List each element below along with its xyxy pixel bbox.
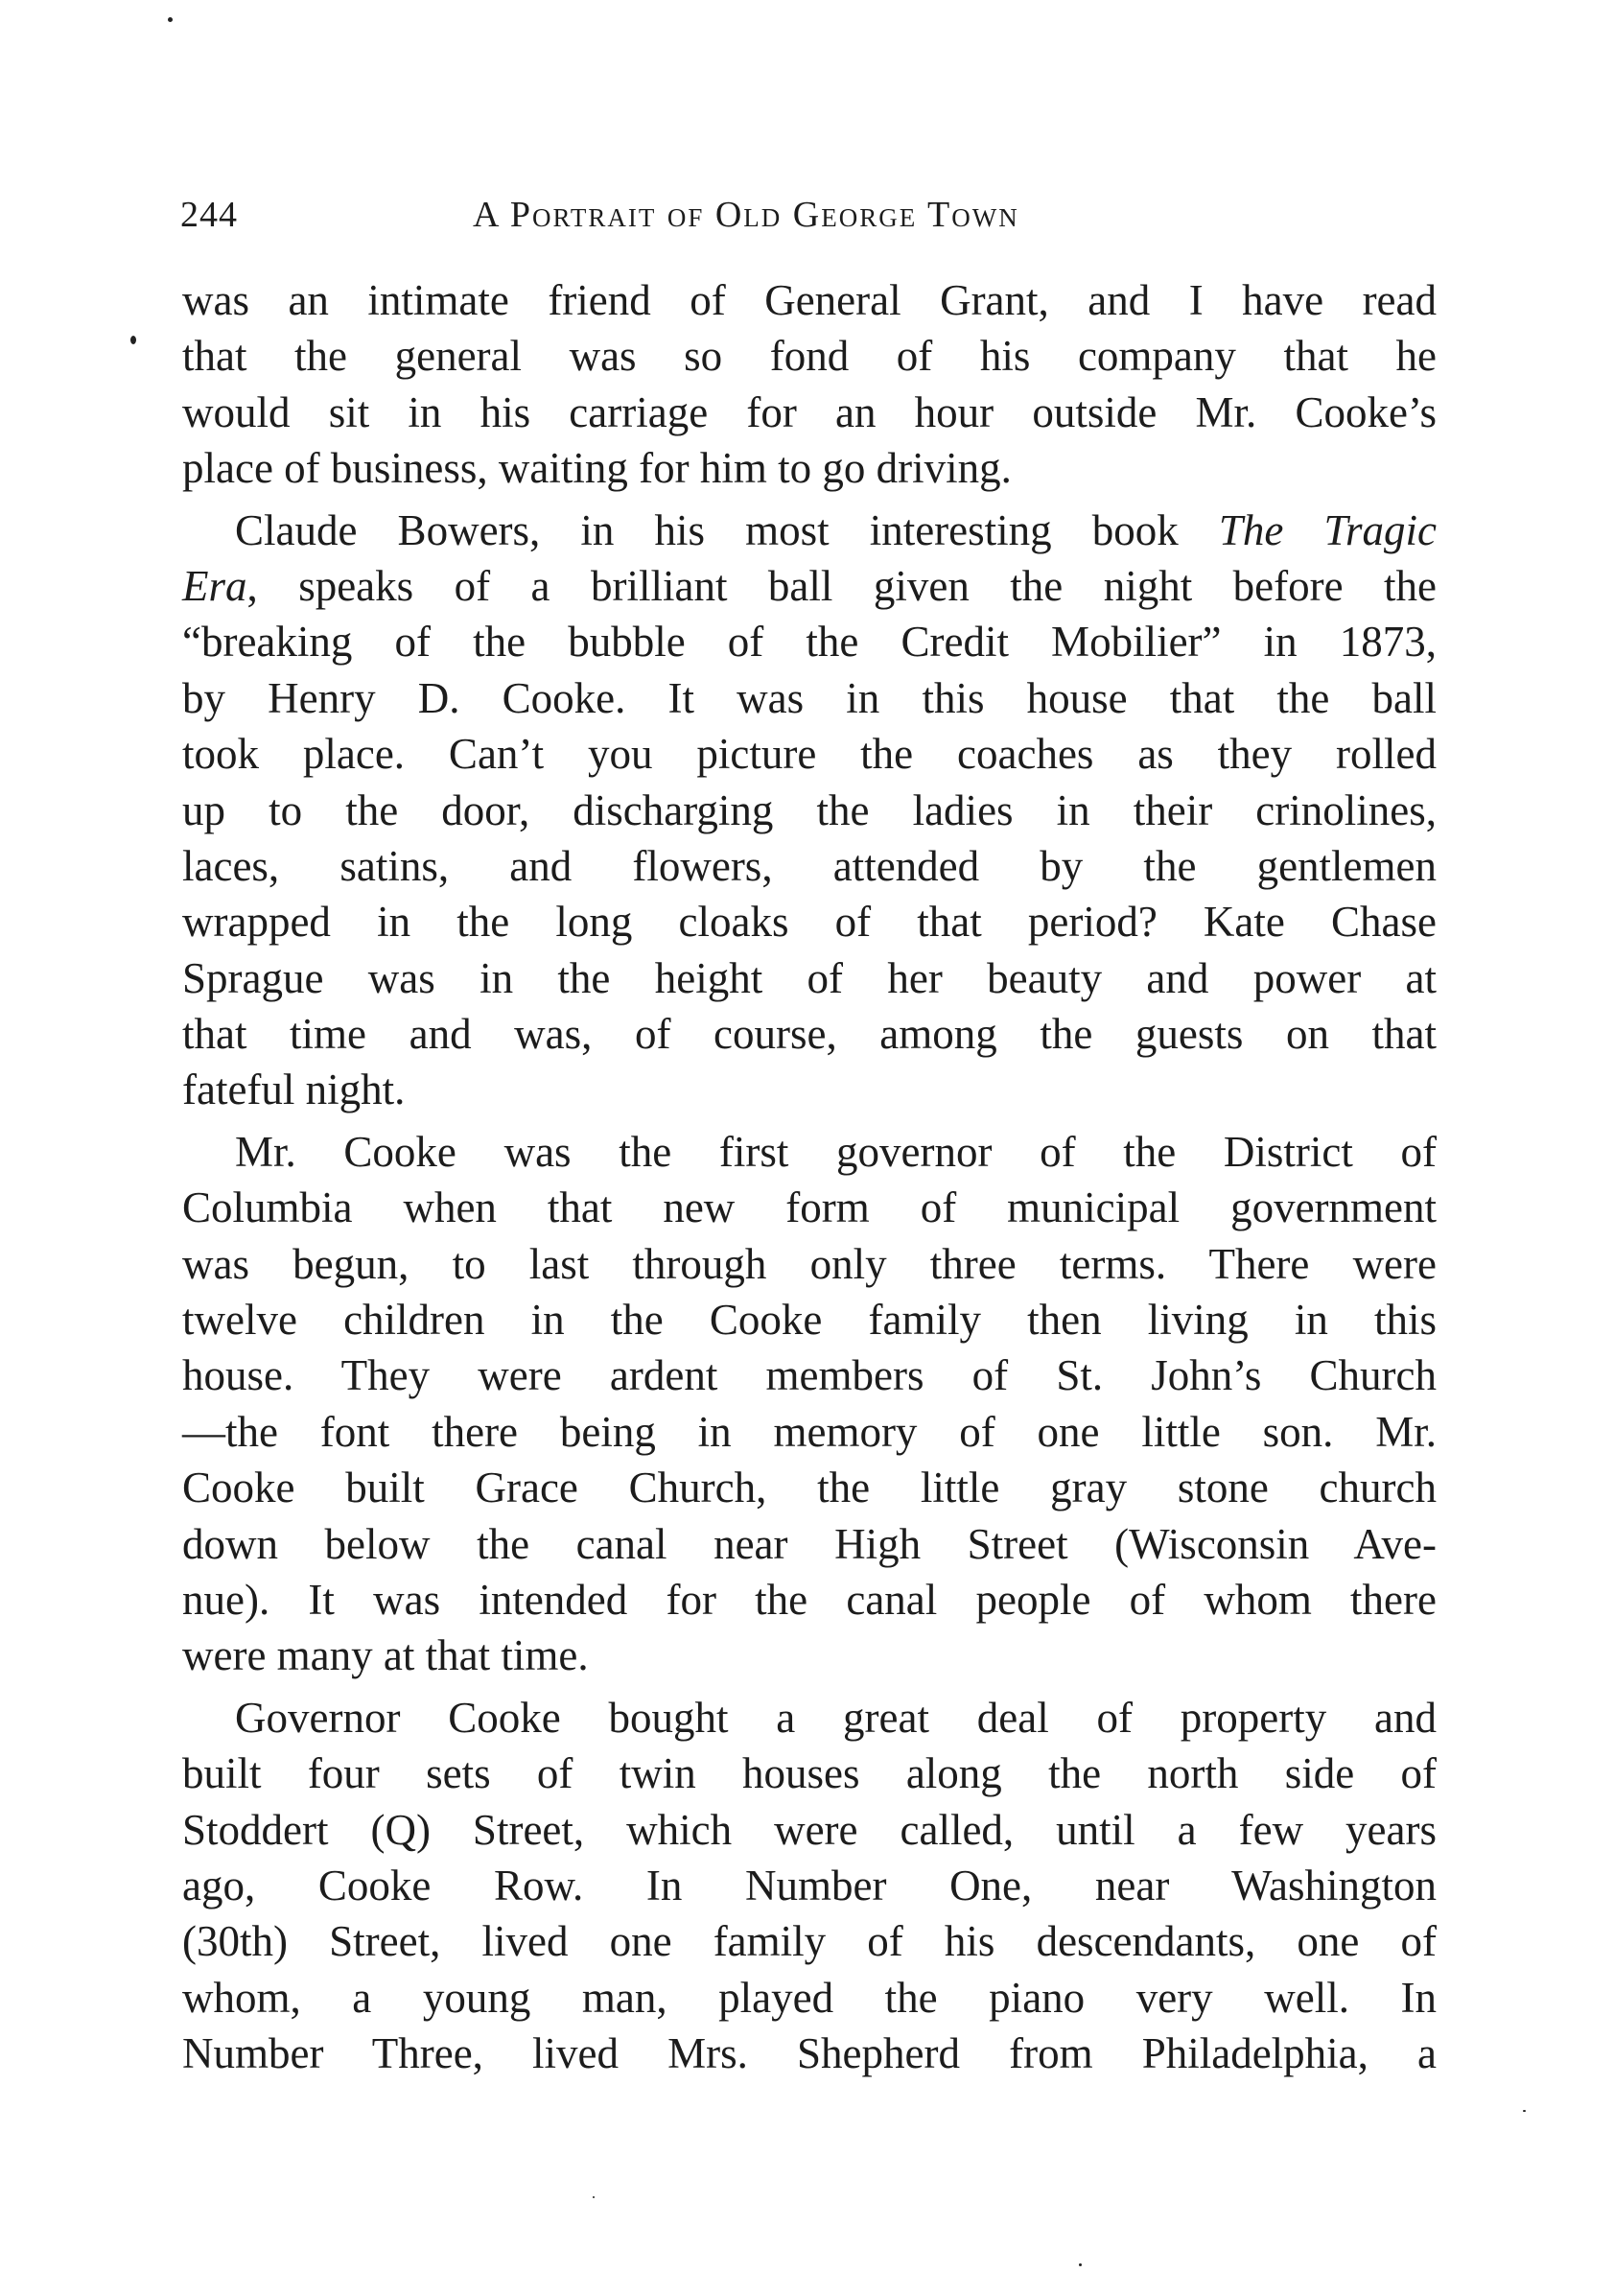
text-line: that the general was so fond of his company that he <box>182 332 1437 381</box>
body-text <box>182 272 1437 2088</box>
text-line: (30th) Street, lived one family of his descendants, one of <box>182 1917 1437 1966</box>
text-line: nue). It was intended for the canal people of whom there <box>182 1575 1437 1624</box>
text-line: twelve children in the Cooke family then living in this <box>182 1296 1437 1345</box>
text-line: Columbia when that new form of municipal government <box>182 1183 1437 1232</box>
text-line: whom, a young man, played the piano very well. In <box>182 1973 1437 2022</box>
text-line: built four sets of twin houses along the north side of <box>182 1749 1437 1798</box>
page-number: 244 <box>180 195 238 235</box>
scan-speck <box>168 17 173 22</box>
text-line: Sprague was in the height of her beauty and power at <box>182 953 1437 1002</box>
text-line: Era, speaks of a brilliant ball given the night before the <box>182 561 1437 610</box>
text-line: by Henry D. Cooke. It was in this house that the ball <box>182 673 1437 722</box>
page-header <box>180 186 1439 244</box>
text-line: Mr. Cooke was the first governor of the District of <box>235 1127 1437 1176</box>
paragraph-1 <box>182 272 1437 497</box>
text-line: Number Three, lived Mrs. Shepherd from Philadelphia, a <box>182 2029 1437 2078</box>
text-line: place of business, waiting for him to go driving. <box>182 444 1012 493</box>
text-line: Cooke built Grace Church, the little gray stone church <box>182 1464 1437 1512</box>
text-line: “breaking of the bubble of the Credit Mobilier” in 1873, <box>182 618 1437 667</box>
paragraph-2 <box>182 503 1437 1118</box>
scan-speck <box>1523 2110 1526 2112</box>
text-line: fateful night. <box>182 1066 406 1114</box>
text-line: —the font there being in memory of one little son. Mr. <box>182 1407 1437 1456</box>
text-line: Claude Bowers, in his most interesting book The Tragic <box>235 505 1437 554</box>
scan-speck <box>130 336 136 344</box>
text-line: were many at that time. <box>182 1631 589 1680</box>
text-line: laces, satins, and flowers, attended by the gentlemen <box>182 841 1437 890</box>
scan-speck <box>593 2196 595 2198</box>
text-line: wrapped in the long cloaks of that period? Kate Chase <box>182 898 1437 947</box>
text-line: ago, Cooke Row. In Number One, near Washington <box>182 1861 1437 1909</box>
paragraph-4 <box>182 1690 1437 2082</box>
text-line: Governor Cooke bought a great deal of property and <box>235 1693 1437 1742</box>
running-head: A Portrait of Old George Town <box>473 195 1019 235</box>
text-line: house. They were ardent members of St. John’s Church <box>182 1351 1437 1400</box>
text-line: down below the canal near High Street (Wisconsin Ave- <box>182 1519 1437 1568</box>
text-line: would sit in his carriage for an hour outside Mr. Cooke’s <box>182 387 1437 436</box>
scan-speck <box>1079 2263 1082 2266</box>
text-line: was an intimate friend of General Grant, and I have read <box>182 276 1437 324</box>
paragraph-3 <box>182 1124 1437 1684</box>
text-line: took place. Can’t you picture the coaches as they rolled <box>182 730 1437 779</box>
text-line: up to the door, discharging the ladies in their crinolines, <box>182 785 1437 834</box>
book-title: The Tragic <box>1218 505 1437 554</box>
text-line: was begun, to last through only three terms. There were <box>182 1239 1437 1288</box>
book-title: Era <box>182 561 247 610</box>
text-line: that time and was, of course, among the guests on that <box>182 1010 1437 1059</box>
text-line: Stoddert (Q) Street, which were called, until a few years <box>182 1805 1437 1854</box>
